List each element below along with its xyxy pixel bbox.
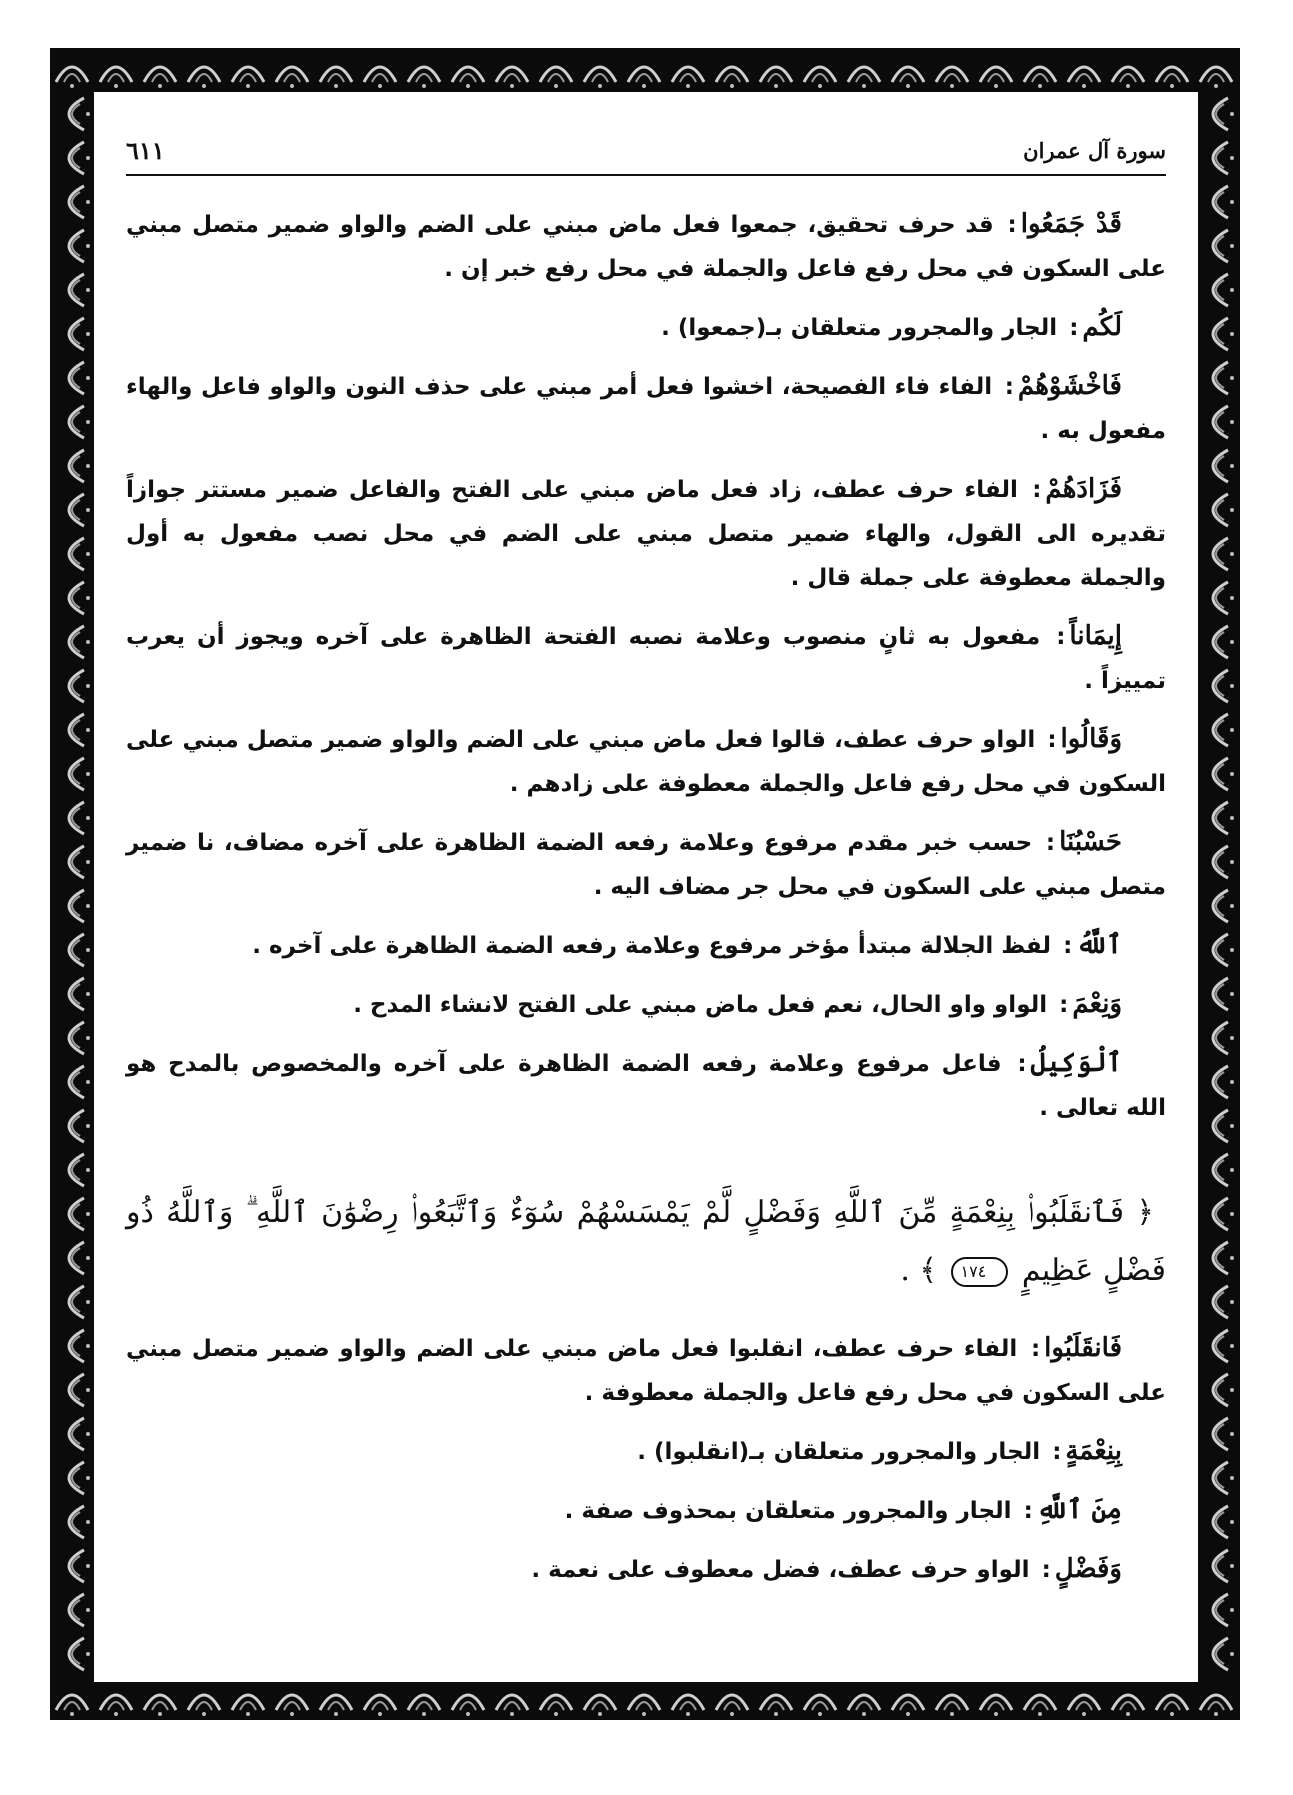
entry-text: فاعل مرفوع وعلامة رفعه الضمة الظاهرة على آخره والمخصوص بالمدح هو الله تعالى . [126,1051,1166,1121]
entry-paragraph: بِنِعْمَةٍ: الجار والمجرور متعلقان بـ(انقلبوا) . [637,1436,1122,1466]
entry-term: قَدْ جَمَعُوا [1020,209,1122,239]
entry-paragraph: فَاخْشَوْهُمْ: الفاء فاء الفصيحة، اخشوا فعل أمر مبني على حذف النون والواو فاعل والهاء مفعول به . [126,371,1166,444]
entry-term: ٱلْوَكِيلُ [1030,1048,1122,1078]
entry-text: مفعول به ثانٍ منصوب وعلامة نصبه الفتحة الظاهرة على آخره ويجوز أن يعرب تمييزاً . [126,624,1166,694]
entry-term: إِيمَاناً [1069,621,1122,651]
entry-term: حَسْبُنَا [1059,827,1122,857]
entry-term: لَكُم [1082,312,1122,342]
entry-paragraph: لَكُم: الجار والمجرور متعلقان بـ(جمعوا) . [661,312,1122,342]
entry-paragraph: ٱللَّهُ: لفظ الجلالة مبتدأ مؤخر مرفوع وعلامة رفعه الضمة الظاهرة على آخره . [252,930,1122,960]
entry-paragraph: مِنَ ٱللَّهِ: الجار والمجرور متعلقان بمحذوف صفة . [564,1495,1122,1525]
entry-text: لفظ الجلالة مبتدأ مؤخر مرفوع وعلامة رفعه الضمة الظاهرة على آخره . [252,933,1052,959]
entry-term: فَاخْشَوْهُمْ [1017,371,1122,401]
verse-close-bracket: ﴾ [919,1253,937,1288]
entry-term: وَفَضْلٍ [1054,1554,1122,1584]
verse-open-bracket: ﴿ [1136,1195,1154,1230]
verse-end-mark: . [900,1253,910,1288]
entry-paragraph: فَزَادَهُمْ: الفاء حرف عطف، زاد فعل ماض مبني على الفتح والفاعل ضمير مستتر جوازاً تقديره الى القول، والهاء ضمير متصل مبني على الضم في محل نصب مفعول به أول والجملة معطوفة على جملة قال . [126,474,1166,591]
entry-term: وَنِعْمَ [1072,989,1122,1019]
entry-text: الفاء حرف عطف، زاد فعل ماض مبني على الفتح والفاعل ضمير مستتر جوازاً تقديره الى القول، والهاء ضمير متصل مبني على الضم في محل نصب مفعول به أول والجملة معطوفة على جملة قال . [126,477,1166,591]
entry-term: فَزَادَهُمْ [1045,474,1122,504]
entry-text: الفاء حرف عطف، انقلبوا فعل ماض مبني على الضم والواو ضمير متصل مبني على السكون في محل رفع فاعل والجملة معطوفة . [126,1336,1166,1406]
page-header [126,134,1166,176]
entry-text: الفاء فاء الفصيحة، اخشوا فعل أمر مبني على حذف النون والواو فاعل والهاء مفعول به . [126,374,1166,444]
entry-text: الجار والمجرور متعلقان بمحذوف صفة . [564,1498,1012,1524]
entry-term: بِنِعْمَةٍ [1065,1436,1122,1466]
entry-text: قد حرف تحقيق، جمعوا فعل ماض مبني على الضم والواو ضمير متصل مبني على السكون في محل رفع فاعل والجملة في محل رفع خبر إن . [126,212,1166,282]
entry-paragraph: إِيمَاناً: مفعول به ثانٍ منصوب وعلامة نصبه الفتحة الظاهرة على آخره ويجوز أن يعرب تمييزاً . [126,621,1166,694]
entries-after-verse [126,1326,1166,1592]
surah-title: سورة آل عمران [1023,138,1166,163]
ayah-number-marker: ١٧٤ [951,1257,1009,1287]
entry-paragraph: حَسْبُنَا: حسب خبر مقدم مرفوع وعلامة رفعه الضمة الظاهرة على آخره مضاف، نا ضمير متصل مبني على السكون في محل جر مضاف اليه . [126,827,1166,900]
entry-paragraph: وَقَالُوا: الواو حرف عطف، قالوا فعل ماض مبني على الضم والواو ضمير متصل مبني على السكون في محل رفع فاعل والجملة معطوفة على زادهم . [126,724,1166,797]
commentary-body [126,202,1166,1606]
entry-term: وَقَالُوا [1060,724,1122,754]
entry-term: فَانقَلَبُوا [1044,1333,1123,1363]
verse-text: فَٱنقَلَبُوا۟ بِنِعْمَةٍ مِّنَ ٱللَّهِ وَفَضْلٍ لَّمْ يَمْسَسْهُمْ سُوٓءٌ وَٱتَّبَعُوا۟ رِضْوَٰنَ ٱللَّهِ ۗ وَٱللَّهُ ذُو فَضْلٍ عَظِيمٍ [126,1195,1166,1288]
page-content-area [94,92,1198,1682]
entry-paragraph: ٱلْوَكِيلُ: فاعل مرفوع وعلامة رفعه الضمة الظاهرة على آخره والمخصوص بالمدح هو الله تعالى . [126,1048,1166,1121]
entry-term: ٱللَّهُ [1076,930,1122,960]
page-number: ٦١١ [126,136,165,165]
entry-paragraph: وَفَضْلٍ: الواو حرف عطف، فضل معطوف على نعمة . [531,1554,1122,1584]
entry-text: حسب خبر مقدم مرفوع وعلامة رفعه الضمة الظاهرة على آخره مضاف، نا ضمير متصل مبني على السكون في محل جر مضاف اليه . [126,830,1166,900]
entry-paragraph: وَنِعْمَ: الواو واو الحال، نعم فعل ماض مبني على الفتح لانشاء المدح . [353,989,1122,1019]
entry-text: الواو حرف عطف، قالوا فعل ماض مبني على الضم والواو ضمير متصل مبني على السكون في محل رفع فاعل والجملة معطوفة على زادهم . [126,727,1166,797]
entry-text: الواو حرف عطف، فضل معطوف على نعمة . [531,1557,1030,1583]
entry-text: الجار والمجرور متعلقان بـ(جمعوا) . [661,315,1058,341]
quran-verse [126,1184,1166,1300]
entry-paragraph: قَدْ جَمَعُوا: قد حرف تحقيق، جمعوا فعل ماض مبني على الضم والواو ضمير متصل مبني على السكون في محل رفع فاعل والجملة في محل رفع خبر إن . [126,209,1166,282]
entries-before-verse [126,202,1166,1130]
entry-text: الجار والمجرور متعلقان بـ(انقلبوا) . [637,1439,1041,1465]
entry-paragraph: فَانقَلَبُوا: الفاء حرف عطف، انقلبوا فعل ماض مبني على الضم والواو ضمير متصل مبني على السكون في محل رفع فاعل والجملة معطوفة . [126,1333,1166,1406]
entry-text: الواو واو الحال، نعم فعل ماض مبني على الفتح لانشاء المدح . [353,992,1048,1018]
entry-term: مِنَ ٱللَّهِ [1036,1495,1122,1525]
